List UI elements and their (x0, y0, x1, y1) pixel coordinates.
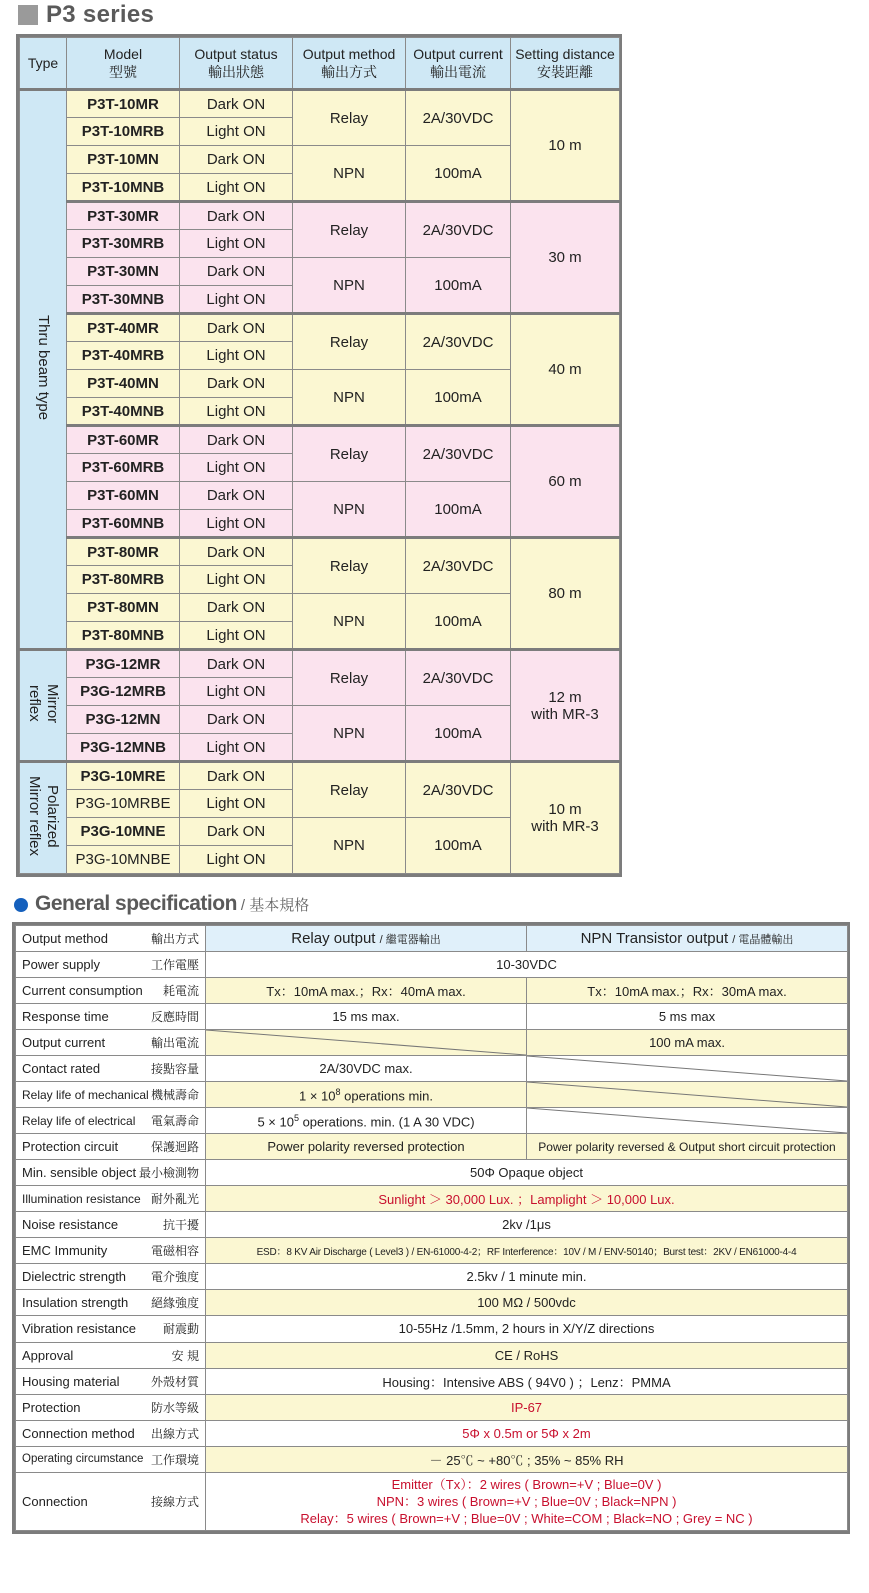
spec-row-min-object (16, 1160, 848, 1186)
model-cell: P3T-10MRB (67, 118, 180, 146)
spec-label: Power supply 工作電壓 (16, 952, 206, 978)
header-setting-distance: Setting distance 安裝距離 (511, 38, 620, 90)
spec-value-npn: 5 ms max (527, 1004, 848, 1030)
distance-cell: 10 m (511, 90, 620, 202)
table-row (20, 426, 620, 454)
spec-label: Housing material 外殼材質 (16, 1368, 206, 1394)
status-cell: Light ON (180, 510, 293, 538)
method-cell: Relay (293, 202, 406, 258)
method-cell: Relay (293, 426, 406, 482)
method-cell: Relay (293, 650, 406, 706)
spec-value-relay: 2A/30VDC max. (206, 1056, 527, 1082)
spec-value: 10-55Hz /1.5mm, 2 hours in X/Y/Z directions (206, 1316, 848, 1342)
table-row (20, 650, 620, 678)
spec-value: 2kv /1μs (206, 1212, 848, 1238)
spec-row-life-electrical (16, 1108, 848, 1134)
spec-row-approval (16, 1342, 848, 1368)
general-spec-subtitle: / 基本規格 (240, 897, 310, 914)
model-cell: P3T-60MN (67, 482, 180, 510)
spec-value-relay: $5 \times 10^5$ operations. min. (1 A 30 VDC) (206, 1108, 527, 1134)
current-cell: 2A/30VDC (406, 538, 511, 594)
current-cell: 2A/30VDC (406, 90, 511, 146)
current-cell: 2A/30VDC (406, 650, 511, 706)
spec-row-insulation (16, 1290, 848, 1316)
series-header (18, 2, 154, 28)
connection-line: NPN：3 wires ( Brown=+V ; Blue=0V ; Black=NPN ) (376, 1493, 677, 1509)
not-applicable-cell (527, 1056, 848, 1082)
method-cell: NPN (293, 482, 406, 538)
model-cell: P3G-12MR (67, 650, 180, 678)
spec-value: IP-67 (206, 1394, 848, 1420)
not-applicable-cell (206, 1030, 527, 1056)
spec-row-illumination (16, 1186, 848, 1212)
spec-value-relay: $1 \times 10^8$ operations min. (206, 1082, 527, 1108)
spec-label: Current consumption 耗電流 (16, 978, 206, 1004)
model-cell: P3T-40MR (67, 314, 180, 342)
model-cell: P3T-80MR (67, 538, 180, 566)
spec-label: Approval 安 規 (16, 1342, 206, 1368)
model-cell: P3G-12MRB (67, 678, 180, 706)
method-cell: NPN (293, 258, 406, 314)
table-row (20, 314, 620, 342)
type-mirror-reflex: Mirror reflex (20, 650, 67, 762)
current-cell: 2A/30VDC (406, 426, 511, 482)
current-cell: 100mA (406, 482, 511, 538)
not-applicable-cell (527, 1108, 848, 1134)
status-cell: Dark ON (180, 426, 293, 454)
status-cell: Dark ON (180, 370, 293, 398)
status-cell: Light ON (180, 118, 293, 146)
model-cell: P3T-10MN (67, 146, 180, 174)
spec-label: Dielectric strength 電介強度 (16, 1264, 206, 1290)
spec-row-protection-circuit (16, 1134, 848, 1160)
spec-row-connection-method (16, 1420, 848, 1446)
spec-value-npn: Tx：10mA max.；Rx：30mA max. (527, 978, 848, 1004)
spec-label: Connection method 出線方式 (16, 1420, 206, 1446)
model-table (16, 34, 622, 877)
spec-row-noise (16, 1212, 848, 1238)
model-cell: P3T-60MNB (67, 510, 180, 538)
spec-row-connection (16, 1472, 848, 1530)
model-cell: P3T-80MNB (67, 622, 180, 650)
spec-table (12, 922, 850, 1534)
spec-row-consumption (16, 978, 848, 1004)
model-cell: P3G-10MRBE (67, 790, 180, 818)
model-cell: P3G-12MN (67, 706, 180, 734)
status-cell: Dark ON (180, 202, 293, 230)
general-spec-header (14, 892, 309, 916)
model-cell: P3T-60MRB (67, 454, 180, 482)
spec-row-output-method (16, 926, 848, 952)
status-cell: Light ON (180, 342, 293, 370)
spec-value-npn: Power polarity reversed & Output short circuit protection (527, 1134, 848, 1160)
general-spec-title: General specification (35, 892, 237, 915)
status-cell: Dark ON (180, 650, 293, 678)
status-cell: Light ON (180, 622, 293, 650)
spec-label: EMC Immunity 電磁相容 (16, 1238, 206, 1264)
table-row (20, 202, 620, 230)
model-cell: P3T-10MNB (67, 174, 180, 202)
distance-cell: 12 m with MR-3 (511, 650, 620, 762)
current-cell: 2A/30VDC (406, 314, 511, 370)
spec-row-housing (16, 1368, 848, 1394)
spec-label: Protection circuit 保護迴路 (16, 1134, 206, 1160)
bullet-icon (14, 898, 28, 912)
spec-value: Sunlight ＞ 30,000 Lux. ；Lamplight ＞ 10,000 Lux. (206, 1186, 848, 1212)
spec-row-emc (16, 1238, 848, 1264)
distance-cell: 40 m (511, 314, 620, 426)
spec-label: Output method 輸出方式 (16, 926, 206, 952)
spec-value: CE / RoHS (206, 1342, 848, 1368)
spec-label: Vibration resistance 耐震動 (16, 1316, 206, 1342)
current-cell: 100mA (406, 370, 511, 426)
current-cell: 100mA (406, 706, 511, 762)
current-cell: 100mA (406, 146, 511, 202)
spec-value: 50Φ Opaque object (206, 1160, 848, 1186)
model-cell: P3T-80MN (67, 594, 180, 622)
header-model: Model 型號 (67, 38, 180, 90)
status-cell: Light ON (180, 846, 293, 874)
spec-value: 100 MΩ / 500vdc (206, 1290, 848, 1316)
connection-line: Emitter（Tx）：2 wires ( Brown=+V ; Blue=0V ) (391, 1476, 662, 1492)
header-output-method: Output method 輸出方式 (293, 38, 406, 90)
status-cell: Dark ON (180, 146, 293, 174)
spec-value: ESD：8 KV Air Discharge ( Level3 ) / EN-61000-4-2；RF Interference：10V / M / ENV-50140；Burst test：2KV / EN61000-4-4 (206, 1238, 848, 1264)
status-cell: Dark ON (180, 594, 293, 622)
npn-output-header: NPN Transistor output / 電晶體輸出 (527, 926, 848, 952)
current-cell: 100mA (406, 594, 511, 650)
status-cell: Light ON (180, 230, 293, 258)
model-cell: P3G-12MNB (67, 734, 180, 762)
method-cell: Relay (293, 90, 406, 146)
table-row (20, 90, 620, 118)
status-cell: Dark ON (180, 706, 293, 734)
header-output-status: Output status 輸出狀態 (180, 38, 293, 90)
status-cell: Light ON (180, 734, 293, 762)
model-cell: P3T-30MN (67, 258, 180, 286)
model-cell: P3T-80MRB (67, 566, 180, 594)
spec-value: Housing：Intensive ABS ( 94V0 ) ；Lenz：PMMA (206, 1368, 848, 1394)
distance-cell: 10 m with MR-3 (511, 762, 620, 874)
status-cell: Dark ON (180, 538, 293, 566)
status-cell: Light ON (180, 790, 293, 818)
spec-row-power (16, 952, 848, 978)
table-row (20, 538, 620, 566)
status-cell: Dark ON (180, 762, 293, 790)
spec-label: Output current 輸出電流 (16, 1030, 206, 1056)
spec-value-relay: Tx：10mA max.；Rx：40mA max. (206, 978, 527, 1004)
spec-row-vibration (16, 1316, 848, 1342)
method-cell: NPN (293, 706, 406, 762)
method-cell: Relay (293, 314, 406, 370)
status-cell: Light ON (180, 286, 293, 314)
method-cell: NPN (293, 818, 406, 874)
method-cell: Relay (293, 762, 406, 818)
relay-output-header: Relay output / 繼電器輸出 (206, 926, 527, 952)
distance-cell: 80 m (511, 538, 620, 650)
spec-label: Response time 反應時間 (16, 1004, 206, 1030)
spec-label: Contact rated 接點容量 (16, 1056, 206, 1082)
method-cell: NPN (293, 594, 406, 650)
spec-row-dielectric (16, 1264, 848, 1290)
spec-label: Relay life of mechanical 機械壽命 (16, 1082, 206, 1108)
spec-row-protection (16, 1394, 848, 1420)
spec-label: Connection 接線方式 (16, 1472, 206, 1530)
spec-row-output-current (16, 1030, 848, 1056)
spec-label: Noise resistance 抗干擾 (16, 1212, 206, 1238)
status-cell: Dark ON (180, 314, 293, 342)
method-cell: NPN (293, 146, 406, 202)
current-cell: 100mA (406, 818, 511, 874)
status-cell: Light ON (180, 398, 293, 426)
table-row (20, 762, 620, 790)
square-icon (18, 5, 38, 25)
spec-row-contact (16, 1056, 848, 1082)
status-cell: Light ON (180, 566, 293, 594)
series-title: P3 series (46, 1, 155, 28)
method-cell: NPN (293, 370, 406, 426)
spec-value-relay: Power polarity reversed protection (206, 1134, 527, 1160)
spec-label: Insulation strength 絕緣強度 (16, 1290, 206, 1316)
model-cell: P3T-40MNB (67, 398, 180, 426)
spec-value-npn: 100 mA max. (527, 1030, 848, 1056)
distance-cell: 30 m (511, 202, 620, 314)
status-cell: Light ON (180, 174, 293, 202)
current-cell: 2A/30VDC (406, 202, 511, 258)
header-output-current: Output current 輸出電流 (406, 38, 511, 90)
spec-label: Min. sensible object 最小檢測物 (16, 1160, 206, 1186)
status-cell: Dark ON (180, 482, 293, 510)
model-table-header (20, 38, 620, 90)
type-polarized-mirror-reflex: Polarized Mirror reflex (20, 762, 67, 874)
spec-value: 10-30VDC (206, 952, 848, 978)
method-cell: Relay (293, 538, 406, 594)
model-cell: P3G-10MRE (67, 762, 180, 790)
connection-line: Relay：5 wires ( Brown=+V ; Blue=0V ; White=COM ; Black=NO ; Grey = NC ) (300, 1510, 753, 1526)
spec-value (206, 1472, 848, 1530)
status-cell: Dark ON (180, 818, 293, 846)
status-cell: Dark ON (180, 90, 293, 118)
spec-value: － 25℃ ~ +80℃ ; 35% ~ 85% RH (206, 1446, 848, 1472)
spec-label: Illumination resistance 耐外亂光 (16, 1186, 206, 1212)
model-cell: P3T-40MN (67, 370, 180, 398)
model-cell: P3T-60MR (67, 426, 180, 454)
header-type: Type (20, 38, 67, 90)
model-cell: P3T-30MR (67, 202, 180, 230)
spec-row-response (16, 1004, 848, 1030)
spec-value-relay: 15 ms max. (206, 1004, 527, 1030)
not-applicable-cell (527, 1082, 848, 1108)
type-thru-beam: Thru beam type (20, 90, 67, 650)
spec-value: 2.5kv / 1 minute min. (206, 1264, 848, 1290)
model-cell: P3G-10MNE (67, 818, 180, 846)
model-cell: P3G-10MNBE (67, 846, 180, 874)
spec-row-operating (16, 1446, 848, 1472)
status-cell: Dark ON (180, 258, 293, 286)
current-cell: 2A/30VDC (406, 762, 511, 818)
status-cell: Light ON (180, 678, 293, 706)
spec-row-life-mechanical (16, 1082, 848, 1108)
spec-label: Protection 防水等級 (16, 1394, 206, 1420)
spec-label: Operating circumstance 工作環境 (16, 1446, 206, 1472)
model-cell: P3T-40MRB (67, 342, 180, 370)
spec-label: Relay life of electrical 電氣壽命 (16, 1108, 206, 1134)
status-cell: Light ON (180, 454, 293, 482)
distance-cell: 60 m (511, 426, 620, 538)
current-cell: 100mA (406, 258, 511, 314)
spec-value: 5Φ x 0.5m or 5Φ x 2m (206, 1420, 848, 1446)
model-cell: P3T-10MR (67, 90, 180, 118)
model-cell: P3T-30MNB (67, 286, 180, 314)
model-cell: P3T-30MRB (67, 230, 180, 258)
